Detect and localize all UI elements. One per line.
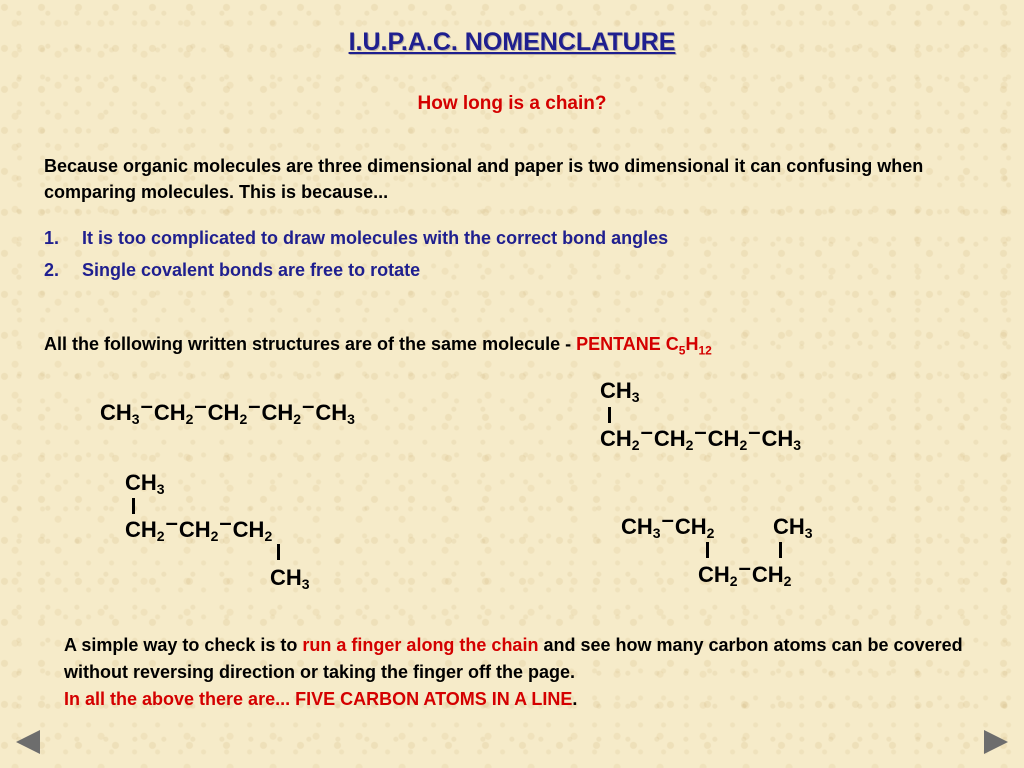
formula-sub-h: 12 bbox=[698, 343, 712, 358]
group-ch2: $CH_2$ bbox=[751, 562, 792, 589]
structure-straight-chain bbox=[100, 393, 355, 427]
next-slide-icon[interactable] bbox=[984, 730, 1008, 754]
pentane-formula bbox=[576, 334, 712, 358]
group-ch2: $CH_2$ bbox=[125, 517, 165, 544]
formula-label: PENTANE C bbox=[576, 334, 679, 354]
structure-bent-chain-c-lower bbox=[698, 555, 792, 589]
group-ch3: $CH_3$ bbox=[100, 400, 140, 427]
formula-sub-c: 5 bbox=[678, 343, 686, 358]
structure-bent-chain-b bbox=[125, 510, 273, 544]
group-ch3: $CH_3$ bbox=[621, 514, 661, 541]
previous-slide-icon[interactable] bbox=[16, 730, 40, 754]
vertical-bond bbox=[706, 542, 709, 558]
statement-prefix: All the following written structures are of the same molecule - bbox=[44, 334, 577, 354]
bond: – bbox=[194, 393, 207, 418]
intro-paragraph bbox=[44, 153, 994, 283]
formula-h: H bbox=[685, 334, 699, 354]
bond: – bbox=[248, 393, 261, 418]
group-ch2: $CH_2$ bbox=[178, 517, 219, 544]
page-title: I.U.P.A.C. NOMENCLATURE bbox=[348, 28, 676, 56]
group-ch3: $CH_3$ bbox=[600, 378, 640, 405]
group-ch3: $CH_3$ bbox=[315, 400, 355, 427]
vertical-bond bbox=[779, 542, 782, 558]
bond: – bbox=[140, 393, 153, 418]
group-ch2: $CH_2$ bbox=[653, 426, 694, 453]
group-ch2: $CH_2$ bbox=[698, 562, 738, 589]
group-ch2: $CH_2$ bbox=[261, 400, 302, 427]
group-ch3: $CH_3$ bbox=[270, 565, 310, 592]
list-text: Single covalent bonds are free to rotate bbox=[82, 260, 421, 280]
group-ch2: $CH_2$ bbox=[232, 517, 273, 544]
bond: – bbox=[165, 510, 178, 535]
list-item bbox=[44, 257, 994, 283]
conclusion-answer: In all the above there are... FIVE CARBON ATOMS IN A LINE bbox=[64, 689, 573, 709]
group-ch3: $CH_3$ bbox=[761, 426, 802, 453]
group-ch3: $CH_3$ bbox=[125, 470, 165, 497]
bond: – bbox=[661, 507, 674, 532]
bond: – bbox=[219, 510, 232, 535]
structure-bent-chain-c bbox=[621, 507, 715, 541]
list-text: It is too complicated to draw molecules with the correct bond angles bbox=[82, 228, 669, 248]
conclusion-text: and see how many carbon atoms can be covered without reversing direction or taking the finger off the page. bbox=[64, 635, 963, 682]
conclusion-highlight: run a finger along the chain bbox=[302, 635, 539, 655]
group-ch2: $CH_2$ bbox=[674, 514, 715, 541]
conclusion-text: A simple way to check is to bbox=[64, 635, 303, 655]
bond: – bbox=[302, 393, 315, 418]
group-ch2: $CH_2$ bbox=[600, 426, 640, 453]
bond: – bbox=[738, 555, 751, 580]
structure-bent-chain-a bbox=[600, 419, 802, 453]
list-number: 2. bbox=[44, 260, 60, 280]
vertical-bond bbox=[608, 407, 611, 423]
group-ch2: $CH_2$ bbox=[153, 400, 194, 427]
pentane-statement bbox=[44, 334, 712, 358]
bond: – bbox=[694, 419, 707, 444]
vertical-bond bbox=[277, 544, 280, 560]
group-ch3: $CH_3$ bbox=[773, 514, 813, 541]
group-ch2: $CH_2$ bbox=[707, 426, 748, 453]
bond: – bbox=[640, 419, 653, 444]
list-item bbox=[44, 225, 994, 251]
conclusion-period: . bbox=[572, 689, 578, 709]
intro-text: Because organic molecules are three dimensional and paper is two dimensional it can confusing when comparing molecules. This is because... bbox=[44, 156, 924, 202]
bond: – bbox=[748, 419, 761, 444]
vertical-bond bbox=[132, 498, 135, 514]
conclusion-paragraph bbox=[64, 632, 984, 713]
page-subtitle: How long is a chain? bbox=[417, 93, 607, 114]
group-ch2: $CH_2$ bbox=[207, 400, 248, 427]
list-number: 1. bbox=[44, 228, 60, 248]
